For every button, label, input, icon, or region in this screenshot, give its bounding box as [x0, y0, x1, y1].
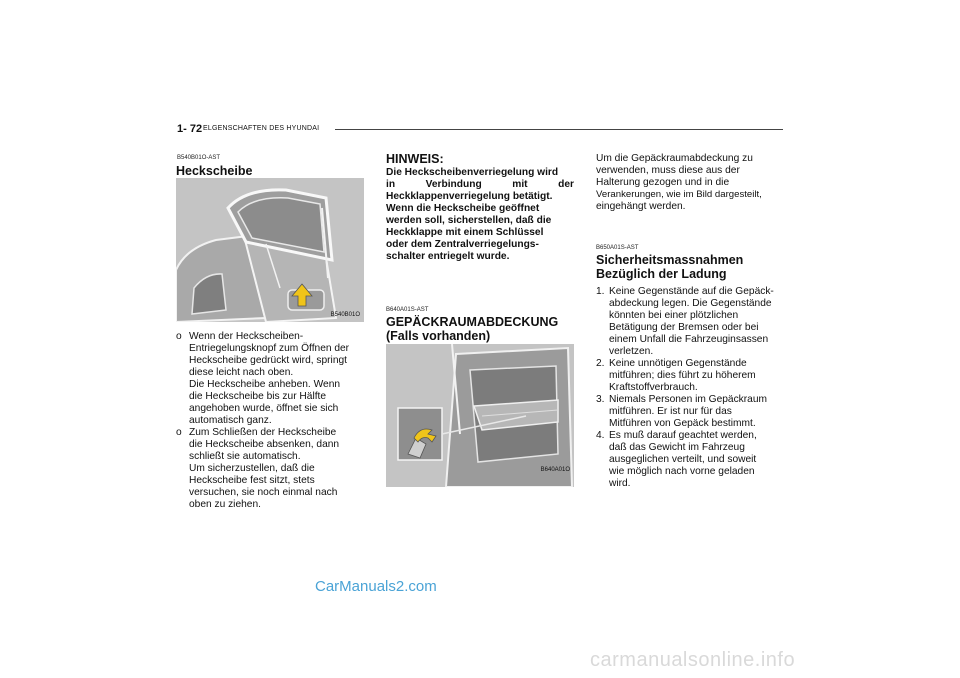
section-heading [596, 253, 743, 281]
figure-code: B540B01O [330, 312, 360, 318]
list-item [176, 331, 364, 427]
text-line: Wenn der Heckscheiben- [189, 331, 304, 342]
text-line: Keine Gegenstände auf die Gepäck- [609, 286, 774, 297]
text-line: einem Unfall die Fahrzeuginsassen [609, 334, 769, 345]
text-line: Verankerungen, wie im Bild dargesteilt, [596, 189, 762, 200]
list-item [596, 394, 784, 430]
text-line: Die Heckscheibenverriegelung wird [386, 167, 559, 178]
text-line: schließt sie automatisch. [189, 451, 301, 462]
text-line: angehoben wurde, öffnet sie sich [189, 403, 339, 414]
section-heading [386, 315, 558, 343]
text-line: daß das Gewicht im Fahrzeug [609, 442, 745, 453]
text-line: eingehängt werden. [596, 201, 686, 212]
note-heading: HINWEIS: [386, 152, 444, 166]
text-line: Betätigung der Bremsen oder bei [609, 322, 759, 333]
text-line: könnten bei einer plötzlichen [609, 310, 739, 321]
list-item [596, 358, 784, 394]
item-number: 4. [596, 430, 605, 441]
text-line: Kraftstoffverbrauch. [609, 382, 698, 393]
rear-window-illustration [176, 178, 364, 322]
rear-window-bullets [176, 331, 364, 511]
text-line: Mitführen von Gepäck bestimmt. [609, 418, 756, 429]
list-item [596, 430, 784, 490]
text-line: die Heckscheibe absenken, dann [189, 439, 340, 450]
rear-window-figure [176, 178, 364, 322]
bullet-marker: o [176, 331, 182, 342]
text-line: Um die Gepäckraumabdeckung zu [596, 153, 753, 164]
text-line: versuchen, sie noch einmal nach [189, 487, 338, 498]
text-line: Heckscheibe gedrückt wird, springt [189, 355, 347, 366]
text-line: ausgeglichen verteilt, und soweit [609, 454, 757, 465]
figure-code: B640A01O [540, 467, 570, 473]
list-item [176, 427, 364, 511]
text-line: Zum Schließen der Heckscheibe [189, 427, 337, 438]
running-header-title: ELGENSCHAFTEN DES HYUNDAI [203, 125, 320, 132]
text-line: Wenn die Heckscheibe geöffnet [386, 203, 540, 214]
bullet-marker: o [176, 427, 182, 438]
text-line: oben zu ziehen. [189, 499, 261, 510]
text-line: wird. [609, 478, 631, 489]
heading-line: (Falls vorhanden) [386, 329, 491, 343]
page-number: 1- 72 [177, 123, 203, 135]
text-line: Entriegelungsknopf zum Öffnen der [189, 343, 350, 354]
text-line: verwenden, muss diese aus der [596, 165, 740, 176]
heading-line: Sicherheitsmassnahmen [596, 253, 744, 267]
text-line: abdeckung legen. Die Gegenstände [609, 298, 772, 309]
section-heading: Heckscheibe [176, 164, 253, 178]
text-line: verletzen. [609, 346, 654, 357]
header-rule [335, 129, 783, 130]
cargo-cover-illustration [386, 344, 574, 487]
cargo-cover-figure [386, 344, 574, 487]
text-line: diese leicht nach oben. [189, 367, 294, 378]
text-line: Heckklappenverriegelung betätigt. [386, 191, 553, 202]
heading-line: Bezüglich der Ladung [596, 267, 727, 281]
text-line: automatisch ganz. [189, 415, 272, 426]
text-line: Es muß darauf geachtet werden, [609, 430, 757, 441]
note-body [386, 167, 574, 263]
text-line: in Verbindung mit der [386, 179, 574, 190]
text-line: mitführen. Er ist nur für das [609, 406, 732, 417]
text-line: Niemals Personen im Gepäckraum [609, 394, 767, 405]
text-line: wie möglich nach vorne geladen [609, 466, 755, 477]
text-line: werden soll, sicherstellen, daß die [386, 215, 552, 226]
text-line: Halterung gezogen und in die [596, 177, 730, 188]
item-number: 3. [596, 394, 605, 405]
item-number: 2. [596, 358, 605, 369]
text-line: Heckscheibe fest sitzt, stets [189, 475, 315, 486]
watermark-link-carmanuals2[interactable]: CarManuals2.com [315, 578, 437, 595]
text-line: Um sicherzustellen, daß die [189, 463, 315, 474]
item-number: 1. [596, 286, 605, 297]
text-line: oder dem Zentralverriegelungs- [386, 239, 539, 250]
list-item [596, 286, 784, 358]
section-code: B640A01S-AST [386, 307, 429, 313]
text-line: Heckklappe mit einem Schlüssel [386, 227, 544, 238]
watermark-link-carmanualsonline[interactable]: carmanualsonline.info [590, 649, 796, 671]
text-line: schalter entriegelt wurde. [386, 251, 510, 262]
safety-list [596, 286, 784, 490]
section-code: B650A01S-AST [596, 245, 639, 251]
heading-line: GEPÄCKRAUMABDECKUNG [386, 315, 559, 329]
intro-paragraph [596, 153, 784, 213]
text-line: mitführen; dies führt zu höherem [609, 370, 756, 381]
text-line: Die Heckscheibe anheben. Wenn [189, 379, 341, 390]
text-line: die Heckscheibe bis zur Hälfte [189, 391, 327, 402]
text-line: Keine unnötigen Gegenstände [609, 358, 747, 369]
section-code: B540B01O-AST [177, 155, 221, 161]
